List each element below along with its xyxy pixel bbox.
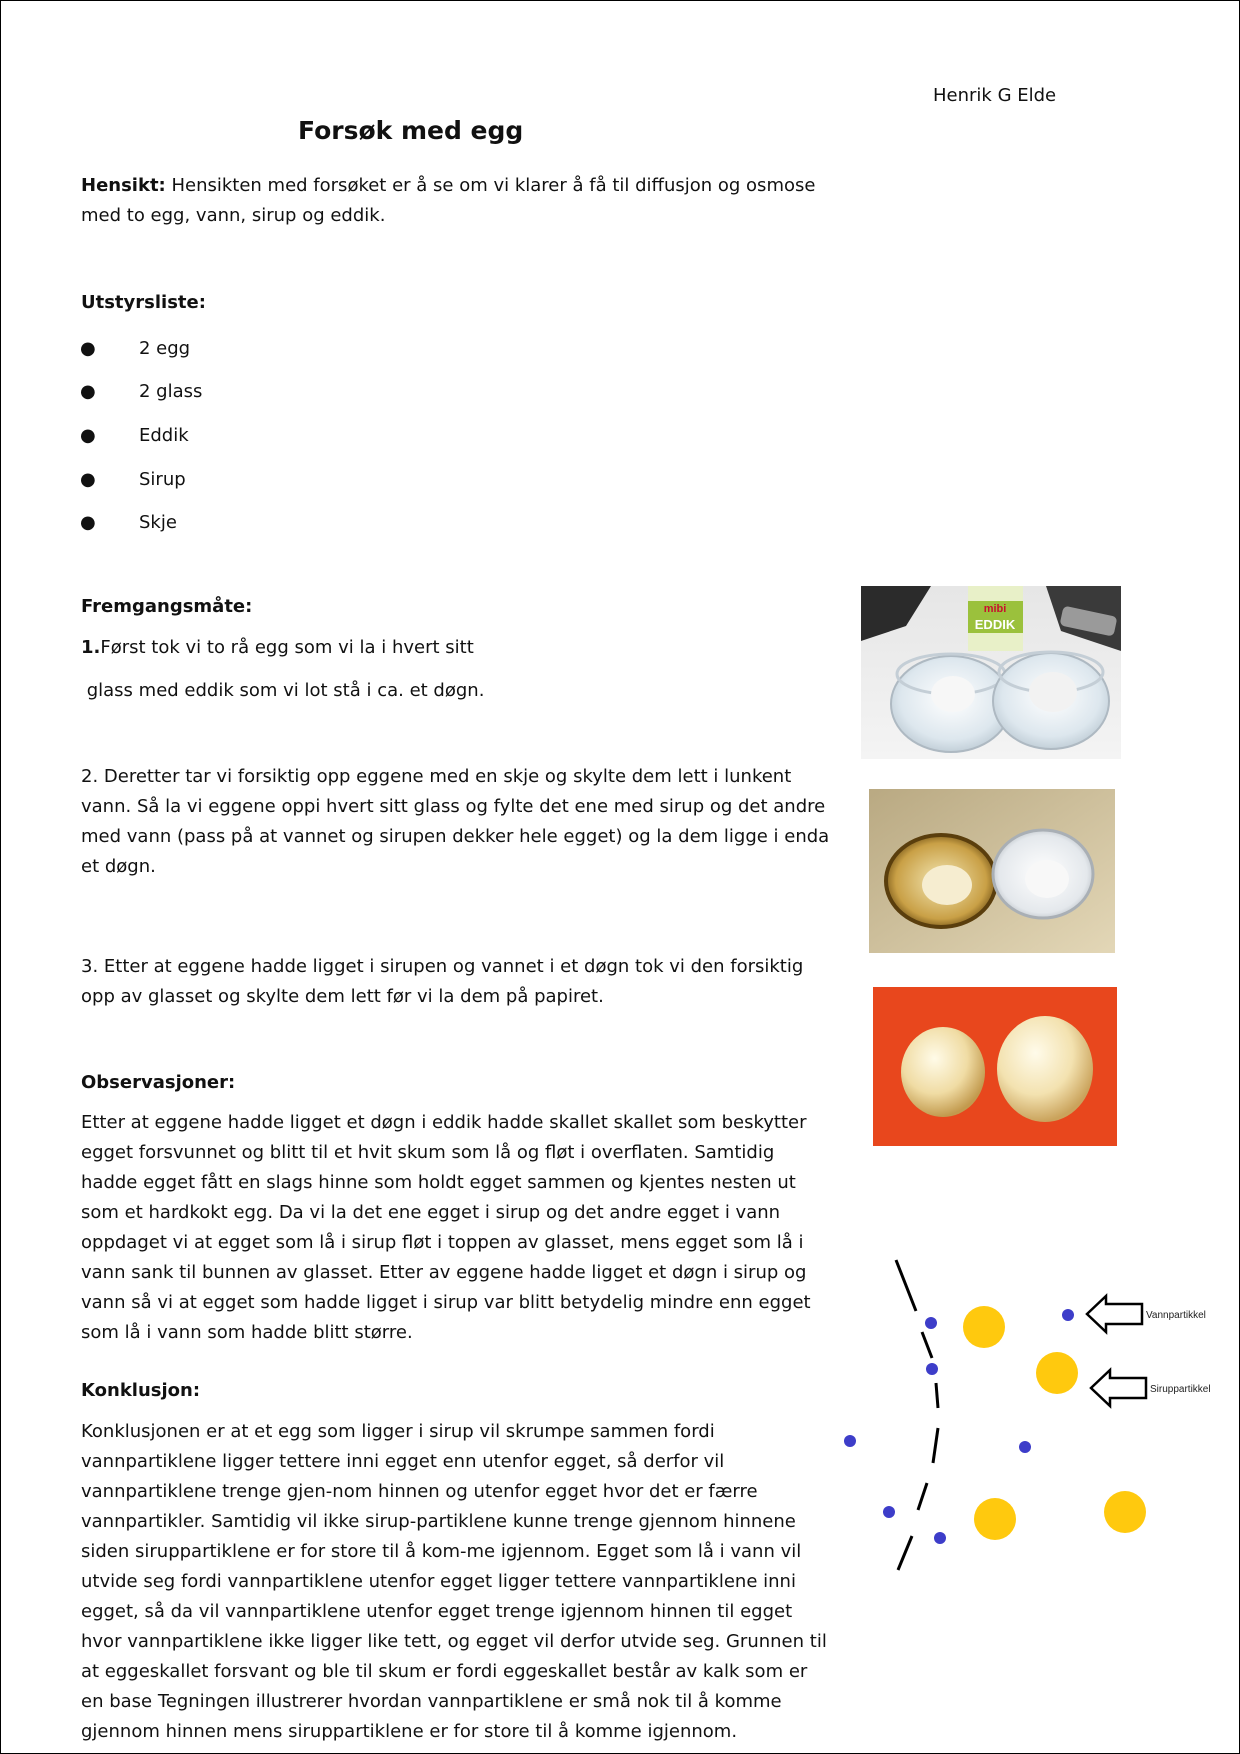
purpose-label: Hensikt:: [81, 175, 166, 196]
equipment-heading: Utstyrsliste:: [81, 292, 206, 313]
water-particle: [925, 1317, 937, 1329]
step-1-number: 1.: [81, 637, 101, 658]
procedure-heading: Fremgangsmåte:: [81, 596, 253, 617]
syrup-particle: [963, 1306, 1005, 1348]
bullet-icon: ●: [80, 338, 96, 359]
procedure-step-3: 3. Etter at eggene hadde ligget i sirupen og vannet i et døgn tok vi den forsiktig opp av glasset og skylte dem lett før vi la dem på papiret.: [81, 956, 804, 1007]
syrup-particle: [1104, 1491, 1146, 1533]
purpose-paragraph: [81, 171, 841, 231]
water-particle: [844, 1435, 856, 1447]
water-particle-label: Vannpartikkel: [1146, 1310, 1206, 1321]
observations-heading: Observasjoner:: [81, 1072, 236, 1093]
conclusion-text: Konklusjonen er at et egg som ligger i sirup vil skrumpe sammen fordi vannpartiklene ligger tettere inni egget enn utenfor egget, så derfor vil vannpartiklene trenge gjen-nom hinnen og utenfor egget hvor det er færre vannpartikler. Samtidig vil ikke sirup-partiklene kunne trenge gjennom hinnene siden siruppartiklene er for store til å kom-me igjennom. Egget som lå i vann vil utvide seg fordi vannpartiklene utenfor egget ligger tettere vannpartiklene inni egget, så da vil vannpartiklene utenfor egget trenge igjennom hinnen til egget hvor vannpartiklene ikke ligger like tett, og egget vil derfor utvide seg. Grunnen til at eggeskallet forsvant og ble til skum er fordi eggeskallet består av kalk som er en base Tegningen illustrerer hvordan vannpartiklene er små nok til å komme gjennom hinnen mens siruppartiklene er for store til å komme igjennom.: [81, 1421, 827, 1742]
syrup-particle-label: Siruppartikkel: [1150, 1384, 1211, 1395]
syrup-particle: [1036, 1352, 1078, 1394]
procedure-step-1-cont: glass med eddik som vi lot stå i ca. et døgn.: [81, 680, 485, 701]
osmosis-diagram: [836, 1248, 1236, 1578]
bullet-icon: ●: [80, 512, 96, 533]
arrow-left-icon: [1087, 1296, 1142, 1332]
bullet-icon: ●: [80, 469, 96, 490]
photo-eggs-in-vinegar: [861, 586, 1121, 759]
bottle-label-text: EDDIK: [974, 617, 1016, 632]
arrow-left-icon: [1091, 1370, 1146, 1406]
author-name: Henrik G Elde: [933, 85, 1057, 106]
bottle-brand-text: mibi: [983, 603, 1007, 615]
bullet-icon: ●: [80, 381, 96, 402]
purpose-text: Hensikten med forsøket er å se om vi klarer å få til diffusjon og osmose med to egg, vann, sirup og eddik.: [81, 175, 816, 226]
water-particle: [883, 1506, 895, 1518]
water-particle: [1062, 1309, 1074, 1321]
water-particle: [934, 1532, 946, 1544]
photo-eggs-on-paper: [873, 987, 1117, 1146]
bullet-icon: ●: [80, 425, 96, 446]
water-particle: [926, 1363, 938, 1375]
membrane-dashed-line: [896, 1260, 938, 1570]
procedure-step-1: 1.Først tok vi to rå egg som vi la i hvert sitt: [81, 637, 474, 658]
procedure-step-2: 2. Deretter tar vi forsiktig opp eggene med en skje og skylte dem lett i lunkent vann. Så la vi eggene oppi hvert sitt glass og fylte det ene med sirup og det andre med vann (pass på at vannet og sirupen dekker hele egget) og la dem ligge i enda et døgn.: [81, 766, 830, 877]
syrup-particle: [974, 1498, 1016, 1540]
document-title: Forsøk med egg: [298, 116, 524, 145]
conclusion-heading: Konklusjon:: [81, 1380, 201, 1401]
water-particle: [1019, 1441, 1031, 1453]
observations-text: Etter at eggene hadde ligget et døgn i eddik hadde skallet skallet som beskytter egget forsvunnet og blitt til et hvit skum som lå og fløt i overflaten. Samtidig hadde egget fått en slags hinne som holdt egget sammen og kjentes nesten ut som et hardkokt egg. Da vi la det ene egget i sirup og det andre egget i vann oppdaget vi at egget som lå i sirup fløt i toppen av glasset, mens egget som lå i vann sank til bunnen av glasset. Etter av eggene hadde ligget et døgn i sirup og vann så vi at egget som hadde ligget i sirup var blitt betydelig mindre enn egget som lå i vann som hadde blitt større.: [81, 1112, 811, 1343]
photo-eggs-in-syrup-and-water: [869, 789, 1115, 953]
